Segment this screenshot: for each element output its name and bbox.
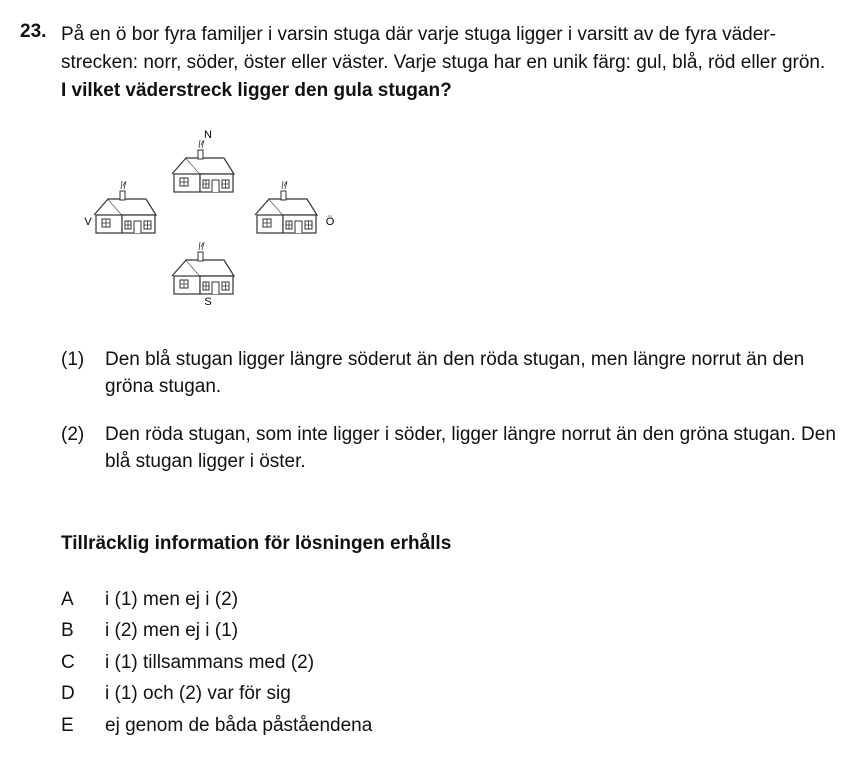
label-east: Ö: [325, 216, 335, 228]
option-letter: A: [61, 589, 74, 610]
statement-label: (2): [61, 424, 85, 445]
compass-houses-figure: [0, 0, 855, 330]
statement-text: Den röda stugan, som inte ligger i söder, ligger längre norrut än den gröna stugan. Den blå stugan ligger i öster.: [105, 424, 836, 472]
statement-label: (1): [61, 349, 85, 370]
option-text: i (2) men ej i (1): [105, 620, 239, 641]
label-west: V: [84, 216, 92, 228]
subheading: Tillräcklig information för lösningen erhålls: [61, 533, 452, 554]
option-text: i (1) men ej i (2): [105, 589, 239, 610]
label-south: S: [204, 296, 212, 308]
house-south: [172, 242, 234, 294]
question-text-bold: I vilket väderstreck ligger den gula stugan?: [61, 80, 452, 101]
option-text: ej genom de båda påståendena: [105, 715, 373, 736]
question-text-main: På en ö bor fyra familjer i varsin stuga där varje stuga ligger i varsitt av de fyra väder-strecken: norr, söder, öster eller väster. Varje stuga har en unik färg: gul, blå, röd eller grön.: [61, 24, 826, 73]
label-north: N: [204, 129, 212, 141]
option-letter: D: [61, 683, 75, 704]
statement-text: Den blå stugan ligger längre söderut än den röda stugan, men längre norrut än den gröna stugan.: [105, 349, 805, 397]
option-letter: B: [61, 620, 74, 641]
option-text: i (1) och (2) var för sig: [105, 683, 291, 704]
option-text: i (1) tillsammans med (2): [105, 652, 315, 673]
house-north: [172, 140, 234, 192]
question-number: 23.: [20, 21, 47, 42]
house-east: [255, 181, 317, 233]
option-letter: E: [61, 715, 74, 736]
option-letter: C: [61, 652, 75, 673]
house-west: [94, 181, 156, 233]
